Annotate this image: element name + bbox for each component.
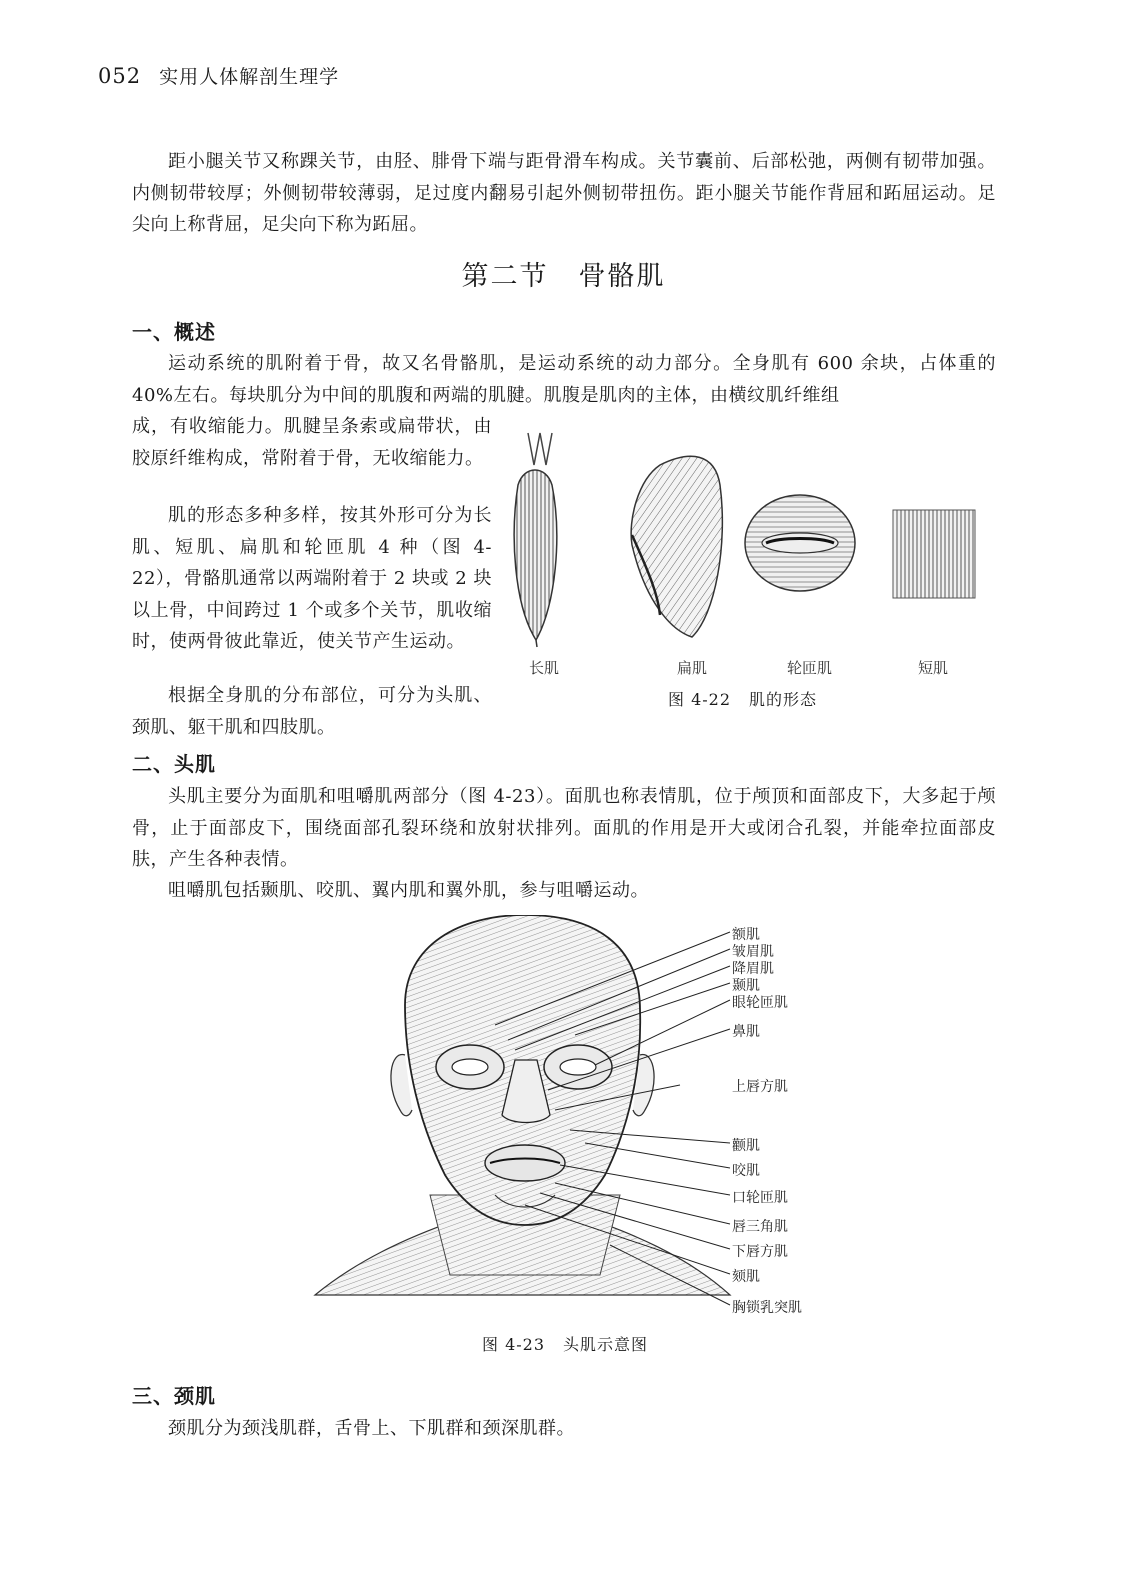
callout-zygomaticus: 颧肌 bbox=[732, 1138, 760, 1154]
callout-masseter: 咬肌 bbox=[732, 1163, 760, 1179]
paragraph-overview-2: 肌的形态多种多样，按其外形可分为长肌、短肌、扁肌和轮匝肌 4 种（图 4-22），骨骼肌通常以两端附着于 2 块或 2 块以上骨，中间跨过 1 个或多个关节，肌收缩时，使两骨彼此靠近，使关节产生运动。 bbox=[132, 505, 492, 652]
caption-figure-4-23-number: 图 4-23 bbox=[482, 1335, 546, 1354]
callout-frontalis: 额肌 bbox=[732, 927, 760, 943]
running-header bbox=[98, 62, 339, 89]
callout-orbicularis-oris: 口轮匝肌 bbox=[732, 1190, 788, 1206]
figure-muscle-shapes bbox=[500, 425, 1000, 650]
book-title: 实用人体解剖生理学 bbox=[159, 66, 340, 88]
callout-sternocleidomastoid: 胸锁乳突肌 bbox=[732, 1300, 802, 1316]
paragraph-neck-1: 颈肌分为颈浅肌群，舌骨上、下肌群和颈深肌群。 bbox=[168, 1418, 575, 1439]
caption-figure-4-23 bbox=[482, 1332, 648, 1355]
callout-triangularis: 唇三角肌 bbox=[732, 1219, 788, 1235]
paragraph-ankle: 距小腿关节又称踝关节，由胫、腓骨下端与距骨滑车构成。关节囊前、后部松弛，两侧有韧带加强。内侧韧带较厚；外侧韧带较薄弱，足过度内翻易引起外侧韧带扭伤。距小腿关节能作背屈和跖屈运动。足尖向上称背屈，足尖向下称为跖屈。 bbox=[132, 151, 996, 235]
label-orbicular-muscle: 轮匝肌 bbox=[787, 659, 833, 677]
paragraph-head-1: 头肌主要分为面肌和咀嚼肌两部分（图 4-23）。面肌也称表情肌，位于颅顶和面部皮下，大多起于颅骨，止于面部皮下，围绕面部孔裂环绕和放射状排列。面肌的作用是开大或闭合孔裂，并能牵拉面部皮肤，产生各种表情。 bbox=[132, 786, 996, 870]
callout-orbicularis-oculi: 眼轮匝肌 bbox=[732, 995, 788, 1011]
flat-muscle-drawing bbox=[631, 456, 722, 637]
paragraph-overview-1-cont: 成，有收缩能力。肌腱呈条索或扁带状，由胶原纤维构成，常附着于骨，无收缩能力。 bbox=[132, 416, 492, 469]
paragraph-overview-1: 运动系统的肌附着于骨，故又名骨骼肌，是运动系统的动力部分。全身肌有 600 余块，占体重的 40%左右。每块肌分为中间的肌腹和两端的肌腱。肌腹是肌肉的主体，由横纹肌纤维组 bbox=[132, 353, 996, 406]
section-title bbox=[0, 254, 1127, 293]
caption-figure-4-23-text: 头肌示意图 bbox=[563, 1335, 649, 1354]
section-name: 骨骼肌 bbox=[578, 261, 666, 292]
callout-mentalis: 颏肌 bbox=[732, 1269, 760, 1285]
page-number: 052 bbox=[98, 64, 142, 88]
label-flat-muscle: 扁肌 bbox=[677, 659, 708, 677]
heading-head-muscles: 二、头肌 bbox=[132, 752, 216, 776]
callout-quadratus-labii-superioris: 上唇方肌 bbox=[732, 1079, 788, 1095]
figure-head-muscles bbox=[310, 915, 740, 1325]
callout-nasalis: 鼻肌 bbox=[732, 1024, 760, 1040]
paragraph-overview-3: 根据全身肌的分布部位，可分为头肌、颈肌、躯干肌和四肢肌。 bbox=[132, 685, 492, 738]
callout-depressor-supercilii: 降眉肌 bbox=[732, 961, 774, 977]
short-muscle-drawing bbox=[893, 510, 975, 598]
caption-figure-4-22-text: 肌的形态 bbox=[749, 690, 818, 709]
paragraph-head-2: 咀嚼肌包括颞肌、咬肌、翼内肌和翼外肌，参与咀嚼运动。 bbox=[168, 880, 649, 901]
callout-temporalis: 颞肌 bbox=[732, 978, 760, 994]
long-muscle-drawing bbox=[514, 433, 557, 647]
heading-neck-muscles: 三、颈肌 bbox=[132, 1384, 216, 1408]
caption-figure-4-22-number: 图 4-22 bbox=[668, 690, 732, 709]
callout-corrugator: 皱眉肌 bbox=[732, 944, 774, 960]
label-short-muscle: 短肌 bbox=[918, 659, 949, 677]
callout-quadratus-labii-inferioris: 下唇方肌 bbox=[732, 1244, 788, 1260]
orbicular-muscle-drawing bbox=[745, 495, 855, 591]
caption-figure-4-22 bbox=[668, 687, 817, 710]
heading-overview: 一、概述 bbox=[132, 320, 216, 344]
label-long-muscle: 长肌 bbox=[529, 659, 560, 677]
section-number: 第二节 bbox=[461, 261, 549, 292]
